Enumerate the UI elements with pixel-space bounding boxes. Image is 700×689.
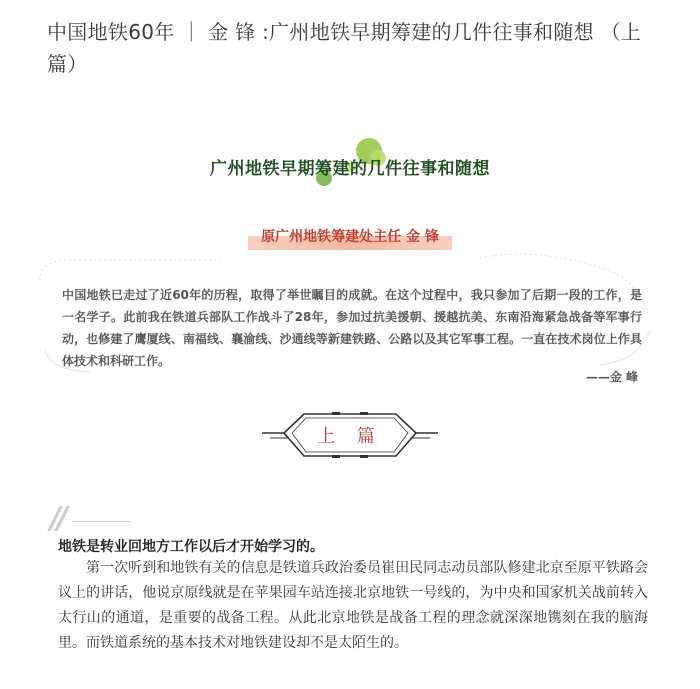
intro-signature: ——金 峰 [585,370,638,384]
banner-title: 广州地铁早期筹建的几件往事和随想 [210,159,490,179]
section-label: 上 篇 [317,426,383,447]
quote-divider [72,521,130,522]
author-text: 原广州地铁筹建处主任 金 锋 [261,229,439,245]
page-title: 中国地铁60年 ｜ 金 锋 :广州地铁早期筹建的几件往事和随想 （上篇） [47,20,642,76]
body-paragraph: 第一次听到和地铁有关的信息是铁道兵政治委员崔田民同志动员部队修建北京至原平铁路会议上的讲话，他说京原线就是在苹果园车站连接北京地铁一号线的，为中央和国家机关战前转入太行山的通道，是重要的战备工程。从此北京地铁是战备工程的理念就深深地镌刻在我的脑海里。而铁道系统的基本技术对地铁建设却不是太陌生的。 [58,560,648,651]
quote-mark-icon: // [50,501,64,536]
intro-paragraph: 中国地铁已走过了近60年的历程，取得了举世瞩目的成就。在这个过程中，我只参加了后期一段的工作，是一名学子。此前我在铁道兵部队工作战斗了28年，参加过抗美援朝、援越抗美、东南沿海紧急战备等军事行动，也修建了鹰厦线、南福线、襄渝线、沙通线等新建铁路、公路以及其它军事工程。一直在技术岗位上作具体技术和科研工作。 [62,288,642,368]
section-heading: 地铁是转业回地方工作以后才开始学习的。 [58,539,324,555]
